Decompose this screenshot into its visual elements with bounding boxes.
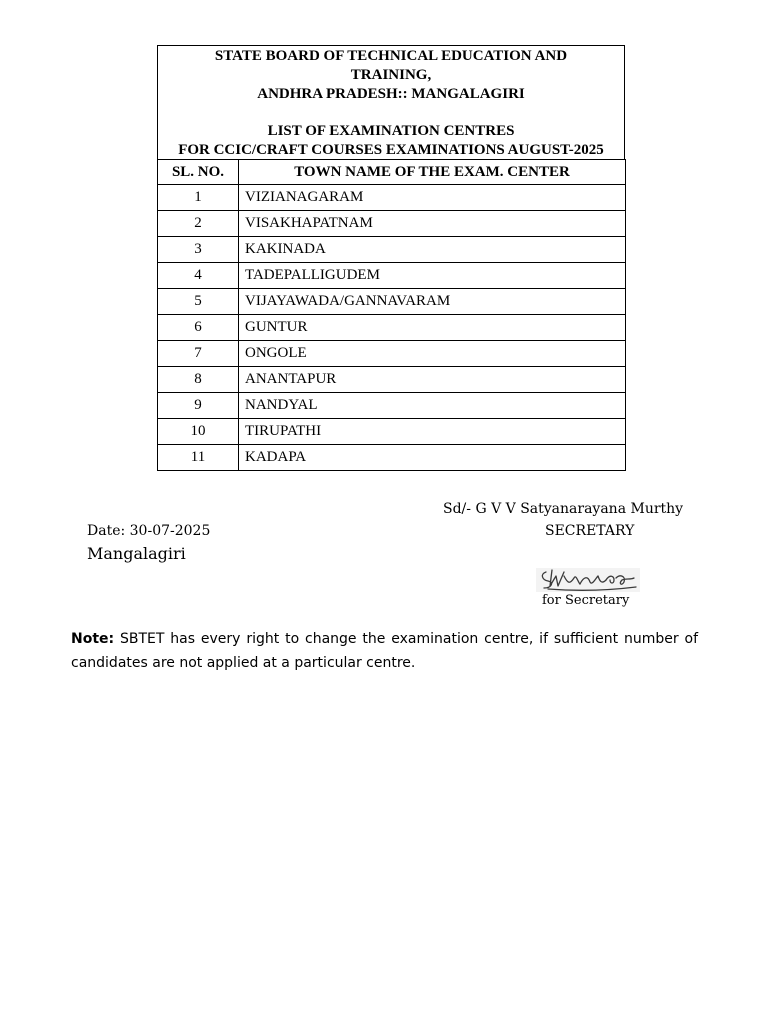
document-header	[157, 45, 625, 159]
row-sl-no: 7	[158, 341, 239, 367]
table-row	[158, 315, 626, 341]
header-board-name-line2: TRAINING,	[350, 67, 432, 83]
row-town: ANANTAPUR	[239, 367, 626, 393]
row-sl-no: 10	[158, 419, 239, 445]
document-place: Mangalagiri	[87, 544, 186, 563]
row-sl-no: 8	[158, 367, 239, 393]
table-row	[158, 419, 626, 445]
row-town: VIJAYAWADA/GANNAVARAM	[239, 289, 626, 315]
row-sl-no: 2	[158, 211, 239, 237]
table-row	[158, 393, 626, 419]
note-paragraph	[71, 627, 698, 675]
secretary-title: SECRETARY	[545, 523, 635, 539]
row-sl-no: 6	[158, 315, 239, 341]
column-header-town: TOWN NAME OF THE EXAM. CENTER	[239, 160, 626, 185]
row-sl-no: 9	[158, 393, 239, 419]
exam-centres-table	[157, 159, 626, 471]
table-row	[158, 185, 626, 211]
header-exam-title: FOR CCIC/CRAFT COURSES EXAMINATIONS AUGUST-2025	[178, 142, 604, 158]
header-location: ANDHRA PRADESH:: MANGALAGIRI	[257, 86, 525, 102]
table-row	[158, 289, 626, 315]
row-sl-no: 1	[158, 185, 239, 211]
table-row	[158, 367, 626, 393]
row-sl-no: 11	[158, 445, 239, 471]
table-row	[158, 211, 626, 237]
row-sl-no: 3	[158, 237, 239, 263]
table-row	[158, 263, 626, 289]
row-town: TIRUPATHI	[239, 419, 626, 445]
for-secretary-text: for Secretary	[542, 593, 630, 608]
header-board-name-line1: STATE BOARD OF TECHNICAL EDUCATION AND	[214, 48, 568, 64]
table-row	[158, 341, 626, 367]
row-town: VIZIANAGARAM	[239, 185, 626, 211]
row-town: ONGOLE	[239, 341, 626, 367]
row-town: KAKINADA	[239, 237, 626, 263]
row-town: KADAPA	[239, 445, 626, 471]
row-town: NANDYAL	[239, 393, 626, 419]
row-sl-no: 5	[158, 289, 239, 315]
document-date: Date: 30-07-2025	[87, 523, 211, 539]
handwritten-signature-icon	[534, 564, 642, 596]
note-label: Note:	[71, 631, 115, 647]
row-town: VISAKHAPATNAM	[239, 211, 626, 237]
table-row	[158, 445, 626, 471]
table-header-row	[158, 160, 626, 185]
note-text: SBTET has every right to change the examination centre, if sufficient number of candidates are not applied at a particular centre.	[71, 631, 698, 671]
row-sl-no: 4	[158, 263, 239, 289]
signed-by-text: Sd/- G V V Satyanarayana Murthy	[443, 501, 684, 517]
column-header-sl-no: SL. NO.	[158, 160, 239, 185]
row-town: TADEPALLIGUDEM	[239, 263, 626, 289]
header-list-title: LIST OF EXAMINATION CENTRES	[267, 123, 515, 139]
header-spacer	[158, 104, 624, 122]
row-town: GUNTUR	[239, 315, 626, 341]
table-row	[158, 237, 626, 263]
